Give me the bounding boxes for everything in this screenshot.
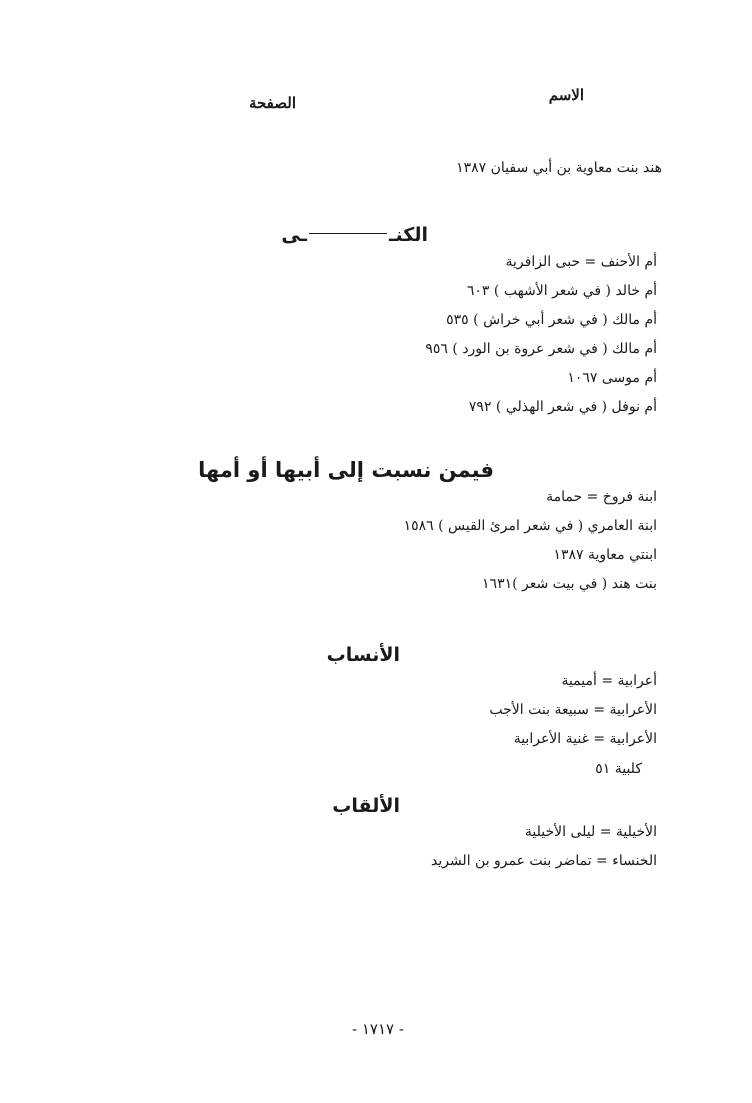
nasab-parent-entry: ابنة فروخ = حمامة [546,489,657,505]
ansab-entry: كلبية ٥١ [595,761,642,777]
kuna-entry: أم موسى ١٠٦٧ [567,370,657,386]
title-elongation-line [309,233,387,234]
kuna-entry: أم الأحنف = حبى الزافرية [505,254,657,270]
page-number: - ١٧١٧ - [352,1020,404,1038]
ansab-entry: الأعرابية = سبيعة بنت الأجب [489,702,657,718]
section-title-kuna-start: الكنـ [389,224,428,246]
ansab-entry: الأعرابية = غنية الأعرابية [513,731,657,747]
section-title-kuna [281,224,428,246]
nasab-parent-entry: بنت هند ( في بيت شعر )١٦٣١ [482,576,657,592]
kuna-entry: أم مالك ( في شعر عروة بن الورد ) ٩٥٦ [425,341,657,357]
page-column-header: الصفحة [248,94,296,112]
kuna-entry: أم نوفل ( في شعر الهذلي ) ٧٩٢ [468,399,657,415]
section-title-nasab-parent: فيمن نسبت إلى أبيها أو أمها [198,458,494,482]
alqab-entry: الأخيلية = ليلى الأخيلية [524,824,657,840]
kuna-entry: أم مالك ( في شعر أبي خراش ) ٥٣٥ [446,312,657,328]
nasab-parent-entry: ابنتي معاوية ١٣٨٧ [553,547,657,563]
top-entry: هند بنت معاوية بن أبي سفيان ١٣٨٧ [456,160,662,176]
kuna-entry: أم خالد ( في شعر الأشهب ) ٦٠٣ [466,283,657,299]
name-column-header: الاسم [548,86,584,104]
section-title-alqab: الألقاب [332,795,400,817]
ansab-entry: أعرابية = أميمية [561,673,657,689]
section-title-kuna-end: ـى [281,224,308,246]
section-title-ansab: الأنساب [326,644,400,666]
alqab-entry: الخنساء = تماضر بنت عمرو بن الشريد [430,853,657,869]
nasab-parent-entry: ابنة العامري ( في شعر امرئ القيس ) ١٥٨٦ [403,518,657,534]
